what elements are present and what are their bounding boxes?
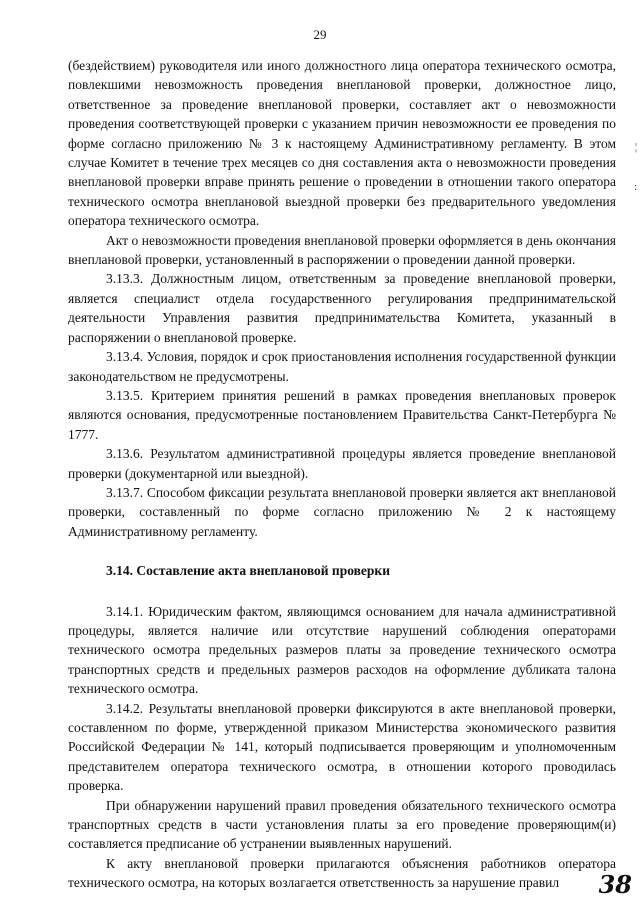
scan-edge-mark: : (634, 182, 637, 193)
paragraph: (бездействием) руководителя или иного должностного лица оператора технического осмотра, повлекшими невозможность проведения внеплановой проверки, должностное лицо, ответственное за проведение внеплановой проверки, составляет акт о невозможности проведения соответствующей проверки с указанием причин невозможности ее проведения по форме согласно приложению № 3 к настоящему Административному регламенту. В этом случае Комитет в течение трех месяцев со дня составления акта о невозможности проведения внеплановой проверки вправе принять решение о проведении в отношении такого оператора технического осмотра внеплановой выездной проверки без предварительного уведомления оператора технического осмотра. (68, 58, 616, 229)
section-heading: 3.14. Составление акта внеплановой проверки (106, 563, 390, 579)
document-body (68, 56, 616, 893)
paragraph: 3.13.5. Критерием принятия решений в рамках проведения внеплановых проверок являются основания, предусмотренные постановлением Правительства Санкт-Петербурга № 1777. (68, 387, 616, 442)
paragraph: 3.13.4. Условия, порядок и срок приостановления исполнения государственной функции законодательством не предусмотрены. (68, 349, 616, 384)
paragraph: 3.13.6. Результатом административной процедуры является проведение внеплановой проверки (документарной или выездной). (68, 446, 616, 481)
paragraph: 3.14.2. Результаты внеплановой проверки фиксируются в акте внеплановой проверки, составленном по форме, утвержденной приказом Министерства экономического развития Российской Федерации № 141, который подписывается проверяющим и уполномоченным представителем оператора технического осмотра, в отношении которого проводилась проверка. (68, 700, 616, 794)
page-number: 29 (313, 27, 327, 42)
handwritten-page-mark: 38 (598, 870, 632, 899)
paragraph: При обнаружении нарушений правил проведения обязательного технического осмотра транспортных средств в части установления платы за его проведение проверяющим(и) составляется предписание об устранении выявленных нарушений. (68, 797, 616, 852)
paragraph: К акту внеплановой проверки прилагаются объяснения работников оператора технического осмотра, на которых возлагается ответственность за нарушение правил (68, 855, 616, 891)
paragraph: 3.14.1. Юридическим фактом, являющимся основанием для начала административной процедуры, является наличие или отсутствие нарушений соблюдения операторами технического осмотра предельных размеров платы за проведение технического осмотра транспортных средств и предельных размеров расходов на оформление дубликата талона технического осмотра. (68, 603, 616, 697)
paragraph: Акт о невозможности проведения внеплановой проверки оформляется в день окончания внеплановой проверки, установленный в распоряжении о проведении данной проверки. (68, 232, 616, 268)
paragraph: 3.13.3. Должностным лицом, ответственным за проведение внеплановой проверки, является специалист отдела государственного регулирования предпринимательской деятельности Управления развития предпринимательства Комитета, указанный в распоряжении о внеплановой проверке. (68, 271, 616, 345)
paragraph: 3.13.7. Способом фиксации результата внеплановой проверки является акт внеплановой проверки, составленный по форме согласно приложению № 2 к настоящему Административному регламенту. (68, 484, 616, 539)
scan-edge-mark: ¦ (634, 142, 637, 153)
